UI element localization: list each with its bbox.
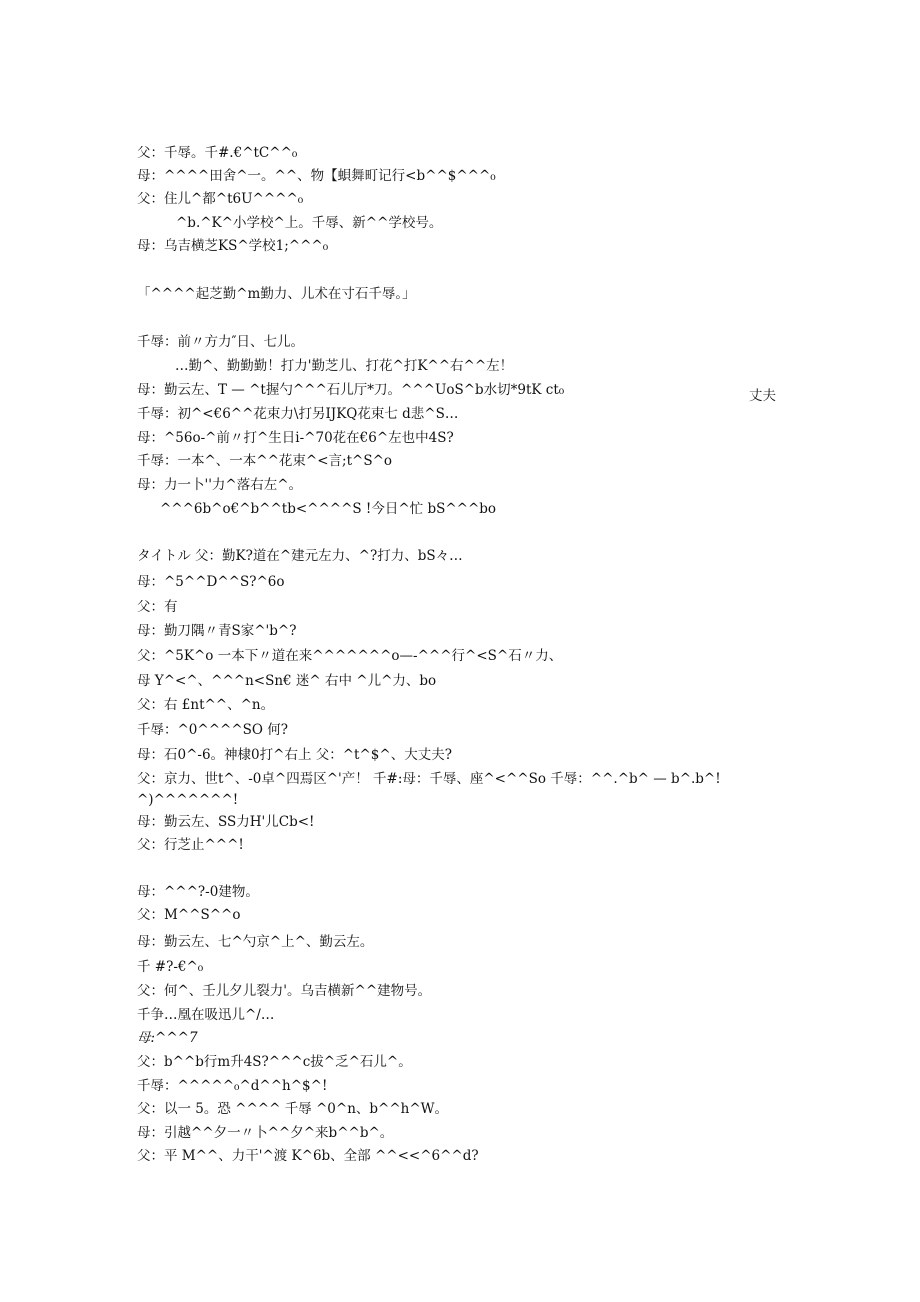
text-line: 母 Y^<^、^^^n<Sn€ 迷^ 右中 ^儿^力、bo [137, 673, 437, 689]
text-line: 父：M^^S^^o [137, 907, 241, 923]
text-line: 千辱：一本^、一本^^花束^<言;t^S^o [137, 453, 393, 469]
text-line: 母：石0^-6。神棣0打^右上 父：^t^$^、大丈夫? [137, 747, 452, 763]
text-line: 母：^^^^田舍^一。^^、物【蛽舞町记行<b^^$^^^₀ [137, 168, 496, 184]
text-line: 父：b^^b行m升4S?^^^c拔^乏^石儿^。 [137, 1054, 412, 1070]
text-line: 父：行芝止^^^! [137, 837, 244, 853]
text-line: 父：住儿^都^t6U^^^^₀ [137, 191, 304, 207]
text-line: 母：引越^^夕一〃卜^^夕^来b^^b^。 [137, 1125, 394, 1141]
text-line: ^)^^^^^^^! [137, 792, 239, 808]
text-line: 母：勤云左、SS力H'儿Cb<! [137, 814, 315, 830]
text-line: 千辱：^0^^^^SO 何? [137, 722, 288, 738]
text-line: 千 #?-€^₀ [137, 959, 204, 975]
text-line: 「^^^^起芝勤^m勤力、儿术在寸石千辱。」 [137, 286, 416, 302]
text-line: 父：右 £nt^^、^n。 [137, 697, 275, 713]
text-line: …勤^、勤勤勤！打力'勤芝儿、打花^打K^^右^^左！ [175, 358, 514, 374]
text-line: 母：勤刀隅〃青S家^'b^? [137, 623, 297, 639]
text-line: 千辱：前〃方力″日、七儿。 [137, 334, 305, 350]
text-line: 父：千辱。千#.€^tC^^₀ [137, 145, 298, 161]
text-line: 母：^^^?-0建物。 [137, 884, 259, 900]
text-line: ^^^6b^o€^b^^tb<^^^^S !今日^忙 bS^^^bo [160, 501, 497, 517]
text-line: 千争…凰在吸迅儿^/… [137, 1007, 275, 1023]
text-line: 母：勤云左、七^勺京^上^、勤云左。 [137, 934, 374, 950]
text-line: 千辱：初^<€6^^花束力\打另IJKQ花束七 d悲^S… [137, 406, 459, 422]
text-line: 父：以一 5。恐 ^^^^ 千辱 ^0^n、b^^h^W。 [137, 1101, 449, 1117]
text-line: 母:^^^7 [137, 1030, 198, 1046]
text-line: 父：有 [137, 599, 178, 615]
text-line: 父：京力、世t^、-0卓^四焉区^'产！ 千#:母：千辱、座^<^^So 千辱：^^.^b^ — b^.b^! [137, 771, 721, 787]
text-line: 母：勤云左、T — ^t握勺^^^石儿厅*刀。^^^UoS^b水切*9tK ct₀ [137, 382, 565, 398]
margin-note: 丈夫 [749, 388, 776, 404]
text-line: ^b.^K^小学校^上。千辱、新^^学校号。 [176, 215, 443, 231]
text-line: 母：^56o-^前〃打^生日i-^70花在€6^左也中4S? [137, 430, 454, 446]
text-line: 母：乌吉横芝KS^学校1;^^^₀ [137, 238, 329, 254]
text-line: 父：^5K^o 一本下〃道在来^^^^^^^o—-^^^行^<S^石〃力、 [137, 648, 563, 664]
text-line: 父：何^、壬儿夕儿裂力'。乌吉横新^^建物号。 [137, 983, 432, 999]
text-line: 千辱：^^^^^₀^d^^h^$^! [137, 1078, 328, 1094]
text-line: 父：平 M^^、力干'^渡 K^6b、全部 ^^<<^6^^d? [137, 1148, 479, 1164]
text-line: 母：^5^^D^^S?^6o [137, 574, 285, 590]
text-line: タイトル 父：勤K?道在^建元左力、^?打力、bS々… [137, 548, 463, 564]
text-line: 母：力一卜''力^落右左^。 [137, 477, 303, 493]
